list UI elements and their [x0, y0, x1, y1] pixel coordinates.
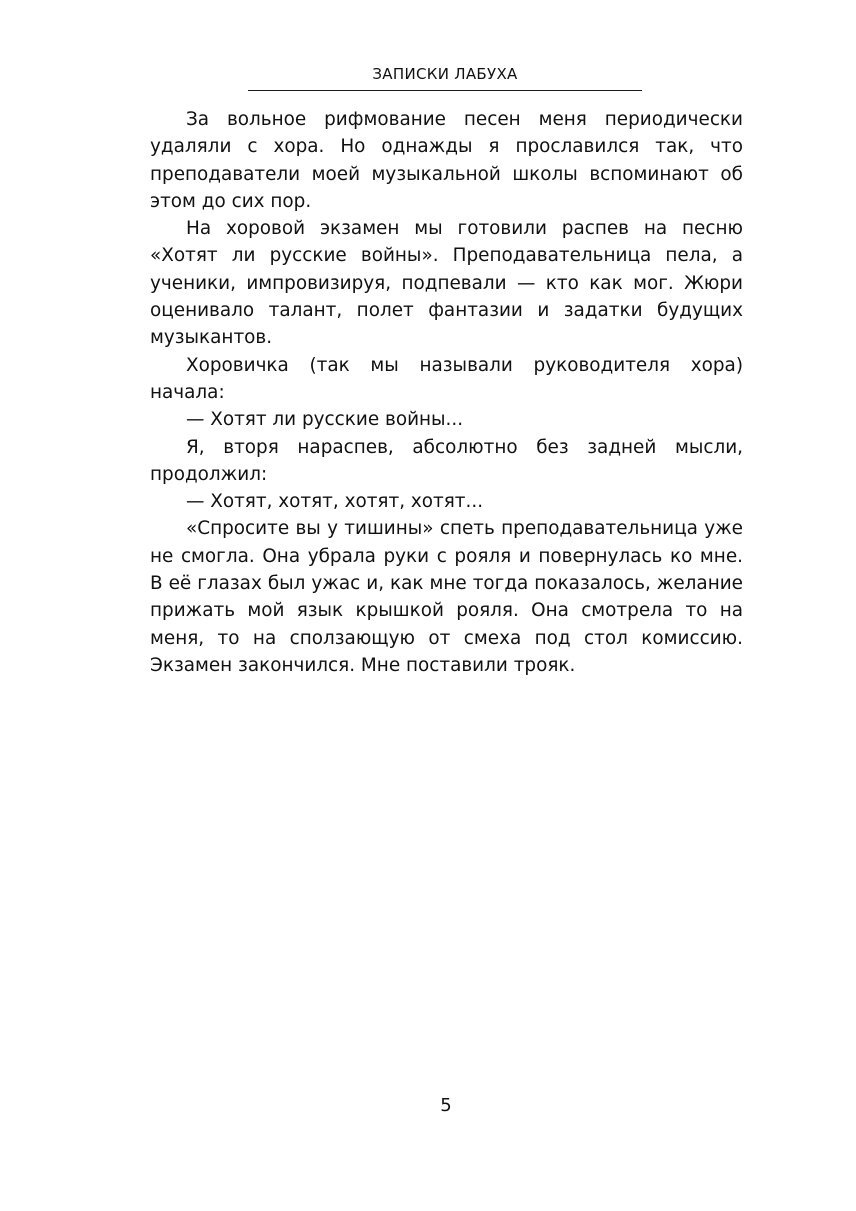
paragraph: За вольное рифмование песен меня периодически удаляли с хора. Но однажды я прославился так, что преподаватели моей музыкальной школы вспоминают об этом до сих пор. [150, 109, 743, 212]
page-body [150, 106, 743, 679]
running-head: ЗАПИСКИ ЛАБУХА [372, 65, 518, 83]
paragraph: «Спросите вы у тишины» спеть преподавательница уже не смогла. Она убрала руки с рояля и повернулась ко мне. В её глазах был ужас и, как мне тогда показалось, желание прижать мой язык крышкой рояля. Она смотрела то на меня, то на сползающую от смеха под стол комиссию. Экзамен закончился. Мне поставили трояк. [150, 518, 743, 676]
dialogue-line: — Хотят ли русские войны... [186, 409, 464, 431]
page-number: 5 [440, 1095, 452, 1116]
header-rule [248, 90, 642, 91]
paragraph: Я, вторя нараспев, абсолютно без задней мысли, продолжил: [150, 436, 743, 485]
paragraph: На хоровой экзамен мы готовили распев на песню «Хотят ли русские войны». Преподавательница пела, а ученики, импровизируя, подпевали — кто как мог. Жюри оценивало талант, полет фантазии и задатки будущих музыкантов. [150, 218, 743, 349]
paragraph: Хоровичка (так мы называли руководителя хора) начала: [150, 354, 743, 403]
dialogue-line: — Хотят, хотят, хотят, хотят... [186, 491, 484, 513]
